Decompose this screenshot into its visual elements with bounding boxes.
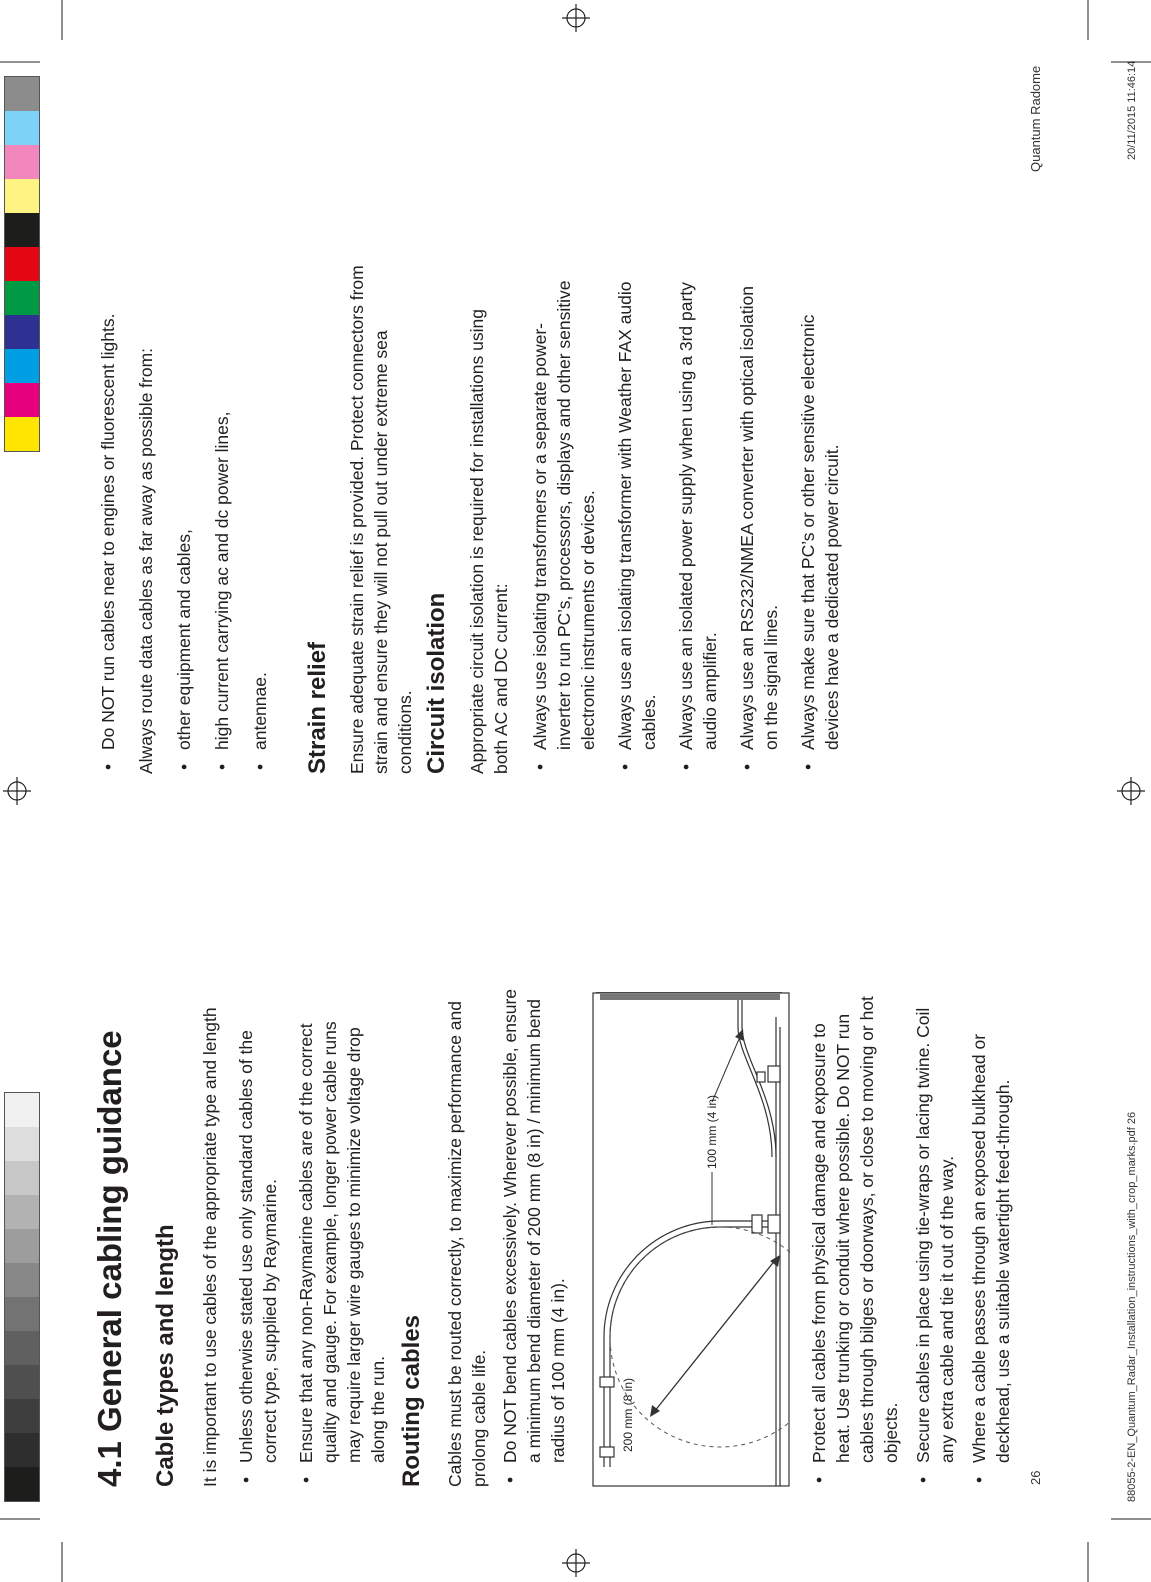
- page-number: 26: [1028, 1470, 1043, 1485]
- color-swatch: [5, 1365, 39, 1399]
- color-swatch: [5, 349, 39, 383]
- color-swatch: [5, 1331, 39, 1365]
- color-swatch: [5, 1161, 39, 1195]
- color-swatch: [5, 1195, 39, 1229]
- color-swatch: [5, 383, 39, 417]
- color-swatch: [5, 145, 39, 179]
- list-item: • Unless otherwise stated use only standard cables of the correct type, supplied by Raymarine.: [234, 987, 282, 1487]
- color-calibration-bar: [4, 76, 40, 452]
- list-item: • Do NOT run cables near to engines or fluorescent lights.: [96, 274, 120, 774]
- grayscale-calibration-bar: [4, 1092, 40, 1502]
- color-swatch: [5, 111, 39, 145]
- color-swatch: [5, 1467, 39, 1501]
- list-item: • Protect all cables from physical damage and exposure to heat. Use trunking or conduit where possible. Do NOT run cables through bilges or doorways, or close to moving or hot objects.: [807, 987, 903, 1487]
- color-swatch: [5, 1433, 39, 1467]
- list-item: • Ensure that any non-Raymarine cables are of the correct quality and gauge. For example, longer power cable runs may require larger wire gauges to minimize voltage drop along the run.: [294, 987, 390, 1487]
- list-item: • Secure cables in place using tie-wraps or lacing twine. Coil any extra cable and tie it out of the way.: [911, 987, 959, 1487]
- cable-clip: [600, 1377, 614, 1387]
- routing-list-after: [807, 987, 1015, 1487]
- cable-clip: [752, 1215, 762, 1233]
- color-swatch: [5, 1399, 39, 1433]
- heading-strain-relief: Strain relief: [304, 641, 331, 774]
- list-item: • Always use isolating transformers or a separate power-inverter to run PC’s, processors, displays and other sensitive electronic instruments or devices.: [528, 274, 600, 774]
- right-top-list: [96, 274, 120, 774]
- color-swatch: [5, 1297, 39, 1331]
- list-item: • Always use an isolated power supply when using a 3rd party audio amplifier.: [674, 274, 722, 774]
- radius-label: 100 mm (4 in): [705, 1094, 719, 1169]
- cable-clip: [757, 1072, 765, 1082]
- diameter-label: 200 mm (8 in): [621, 1377, 635, 1452]
- cable-clip: [768, 1066, 780, 1082]
- color-swatch: [5, 247, 39, 281]
- routing-list: [498, 987, 570, 1487]
- heading-routing-cables: Routing cables: [398, 1314, 425, 1487]
- color-swatch: [5, 1093, 39, 1127]
- color-swatch: [5, 281, 39, 315]
- color-swatch: [5, 1263, 39, 1297]
- strain-text: Ensure adequate strain relief is provided. Protect connectors from strain and ensure they will not pull out under extreme sea conditions.: [347, 265, 415, 774]
- cable-types-list: [234, 987, 390, 1487]
- route-intro: Always route data cables as far away as possible from:: [136, 347, 156, 774]
- route-list: [172, 274, 272, 774]
- print-slug-filename: 88055-2-EN_Quantum_Radar_Installation_instructions_with_crop_marks.pdf 26: [1126, 1111, 1138, 1502]
- color-swatch: [5, 1127, 39, 1161]
- footer-product: Quantum Radome: [1028, 65, 1043, 172]
- list-item: • other equipment and cables,: [172, 274, 196, 774]
- cable-clip: [600, 1447, 614, 1457]
- list-item: • Always use an isolating transformer with Weather FAX audio cables.: [613, 274, 661, 774]
- color-swatch: [5, 315, 39, 349]
- list-item: • high current carrying ac and dc power lines,: [210, 274, 234, 774]
- list-item: • antennae.: [248, 274, 272, 774]
- circuit-list: [528, 274, 844, 774]
- list-item: • Always use an RS232/NMEA converter with optical isolation on the signal lines.: [735, 274, 783, 774]
- cable-clip: [768, 1215, 780, 1233]
- list-item: • Do NOT bend cables excessively. Wherever possible, ensure a minimum bend diameter of 200 mm (8 in) / minimum bend radius of 100 mm (4 in).: [498, 987, 570, 1487]
- list-item: • Where a cable passes through an exposed bulkhead or deckhead, use a suitable watertight feed-through.: [967, 987, 1015, 1487]
- color-swatch: [5, 213, 39, 247]
- bulkhead: [600, 994, 780, 1000]
- circuit-intro: Appropriate circuit isolation is required for installations using both AC and DC current:: [467, 309, 511, 774]
- color-swatch: [5, 417, 39, 451]
- color-swatch: [5, 77, 39, 111]
- color-swatch: [5, 1229, 39, 1263]
- heading-circuit-isolation: Circuit isolation: [423, 592, 450, 774]
- print-slug-timestamp: 20/11/2015 11:46:14: [1126, 60, 1138, 160]
- routing-intro: Cables must be routed correctly, to maximize performance and prolong cable life.: [445, 1001, 489, 1487]
- cable-types-intro: It is important to use cables of the appropriate type and length: [200, 1007, 220, 1487]
- page-title: 4.1 General cabling guidance: [91, 1030, 128, 1487]
- bend-radius-diagram: [592, 992, 790, 1487]
- heading-cable-types: Cable types and length: [152, 1224, 179, 1487]
- list-item: • Always make sure that PC’s or other sensitive electronic devices have a dedicated power circuit.: [796, 274, 844, 774]
- color-swatch: [5, 179, 39, 213]
